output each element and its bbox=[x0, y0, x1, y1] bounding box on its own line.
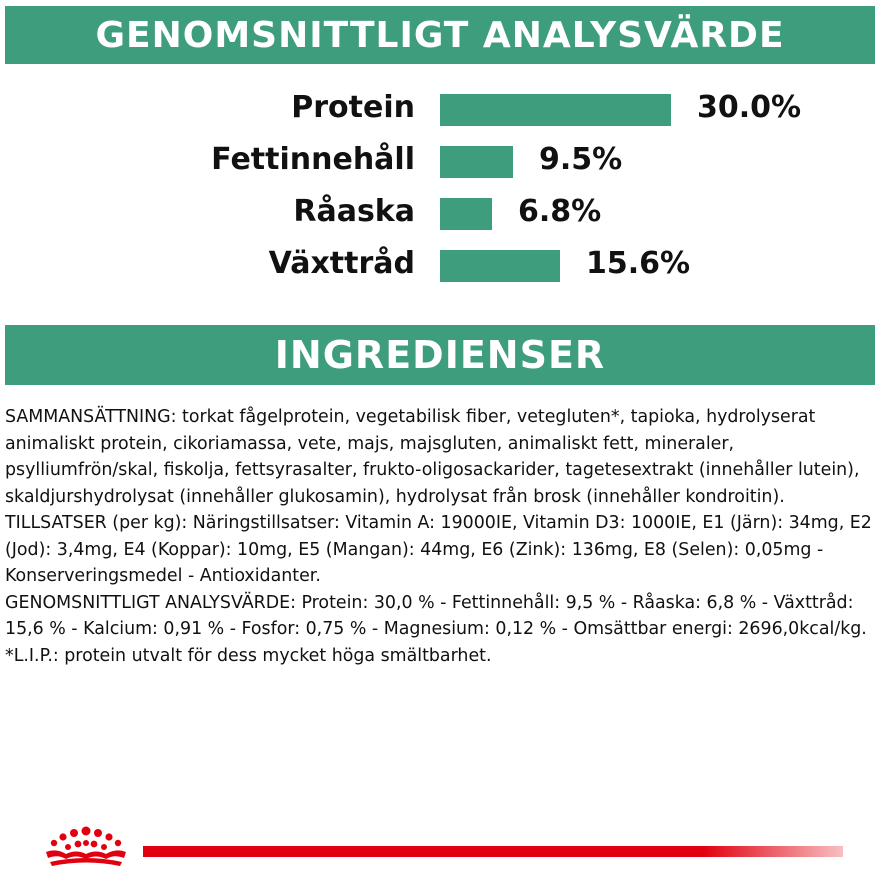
bar bbox=[440, 250, 560, 282]
bar bbox=[440, 198, 492, 230]
ingredients-title: INGREDIENSER bbox=[274, 333, 606, 377]
analysis-header bbox=[5, 6, 875, 64]
bar-row bbox=[0, 244, 880, 284]
bar bbox=[440, 94, 671, 126]
composition-paragraph: SAMMANSÄTTNING: torkat fågelprotein, vegetabilisk fiber, vetegluten*, tapioka, hydrolyserat animaliskt protein, cikoriamassa, vete, majs, majsgluten, animaliskt fett, mineraler, psylliumfrön/skal, fiskolja, fettsyrasalter, frukto-oligosackarider, tagetesextrakt (innehåller lutein), skaldjurshydrolysat (innehåller glukosamin), hydrolysat från brosk (innehåller kondroitin). bbox=[5, 407, 860, 507]
lip-footnote: *L.I.P.: protein utvalt för dess mycket höga smältbarhet. bbox=[5, 645, 492, 666]
bar-label: Växttråd bbox=[268, 246, 415, 281]
ingredients-text bbox=[5, 404, 873, 669]
ingredients-header bbox=[5, 325, 875, 385]
bar-label: Fettinnehåll bbox=[211, 142, 415, 177]
crown-icon bbox=[38, 824, 134, 872]
bar-row bbox=[0, 88, 880, 128]
bar-row bbox=[0, 192, 880, 232]
bar-label: Protein bbox=[291, 90, 415, 125]
analysis-paragraph: GENOMSNITTLIGT ANALYSVÄRDE: Protein: 30,0 % - Fettinnehåll: 9,5 % - Råaska: 6,8 % - Växttråd: 15,6 % - Kalcium: 0,91 % - Fosfor: 0,75 % - Magnesium: 0,12 % - Omsättbar energi: 2696,0kcal/kg. bbox=[5, 592, 867, 639]
analysis-title: GENOMSNITTLIGT ANALYSVÄRDE bbox=[95, 14, 785, 56]
footer bbox=[0, 820, 880, 880]
bar-label: Råaska bbox=[293, 194, 415, 229]
footer-accent-line bbox=[143, 846, 843, 857]
bar-row bbox=[0, 140, 880, 180]
bar bbox=[440, 146, 513, 178]
bar-value-label: 15.6% bbox=[586, 246, 691, 281]
bar-value-label: 9.5% bbox=[539, 142, 623, 177]
bar-value-label: 30.0% bbox=[697, 90, 802, 125]
additives-paragraph: TILLSATSER (per kg): Näringstillsatser: Vitamin A: 19000IE, Vitamin D3: 1000IE, E1 (Järn): 34mg, E2 (Jod): 3,4mg, E4 (Koppar): 10mg, E5 (Mangan): 44mg, E6 (Zink): 136mg, E8 (Selen): 0,05mg - Konserveringsmedel - Antioxidanter. bbox=[5, 513, 872, 586]
nutrient-bar-chart bbox=[0, 88, 880, 298]
bar-value-label: 6.8% bbox=[518, 194, 602, 229]
